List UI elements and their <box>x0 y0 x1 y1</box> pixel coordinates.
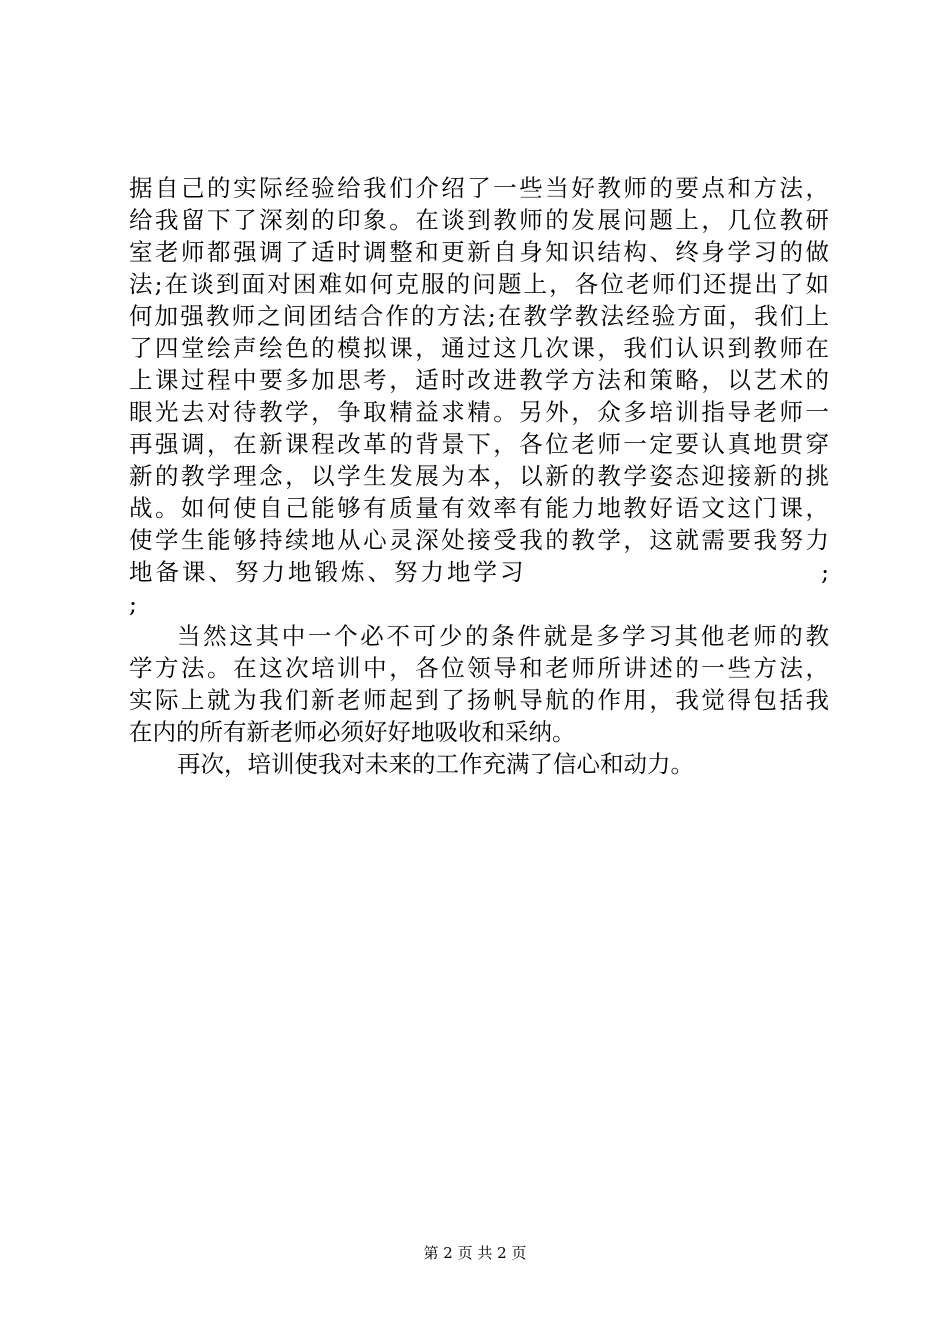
page-footer: 第 2 页 共 2 页 <box>423 1244 527 1262</box>
text-line: 给我留下了深刻的印象。在谈到教师的发展问题上，几位教研 <box>129 206 829 234</box>
text-line: 上课过程中要多加思考，适时改进教学方法和策略，以艺术的 <box>129 366 829 394</box>
semicolon-line: ; <box>129 590 137 618</box>
document-body <box>129 172 829 780</box>
text-line: 战。如何使自己能够有质量有效率有能力地教好语文这门课， <box>129 494 829 522</box>
text-line: 学方法。在这次培训中，各位领导和老师所讲述的一些方法， <box>129 654 829 682</box>
text-line: 使学生能够持续地从心灵深处接受我的教学，这就需要我努力 <box>129 526 829 554</box>
text-line: 室老师都强调了适时调整和更新自身知识结构、终身学习的做 <box>129 238 829 266</box>
semicolon: ; <box>821 558 829 586</box>
paragraph-first-line: 再次，培训使我对未来的工作充满了信心和动力。 <box>177 750 694 778</box>
text-line: 何加强教师之间团结合作的方法;在教学教法经验方面，我们上 <box>129 302 829 330</box>
text-line: 据自己的实际经验给我们介绍了一些当好教师的要点和方法， <box>129 174 829 202</box>
text-line: 实际上就为我们新老师起到了扬帆导航的作用，我觉得包括我 <box>129 686 829 714</box>
text-line: 地备课、努力地锻炼、努力地学习 <box>129 558 527 586</box>
text-line: 法;在谈到面对困难如何克服的问题上，各位老师们还提出了如 <box>129 270 829 298</box>
text-line: 在内的所有新老师必须好好地吸收和采纳。 <box>129 718 576 746</box>
text-line-split <box>129 556 829 588</box>
text-line: 再强调，在新课程改革的背景下，各位老师一定要认真地贯穿 <box>129 430 829 458</box>
text-line: 眼光去对待教学，争取精益求精。另外，众多培训指导老师一 <box>129 398 829 426</box>
paragraph-first-line: 当然这其中一个必不可少的条件就是多学习其他老师的教 <box>177 622 829 650</box>
text-line: 了四堂绘声绘色的模拟课，通过这几次课，我们认识到教师在 <box>129 334 829 362</box>
text-line: 新的教学理念，以学生发展为本，以新的教学姿态迎接新的挑 <box>129 462 829 490</box>
